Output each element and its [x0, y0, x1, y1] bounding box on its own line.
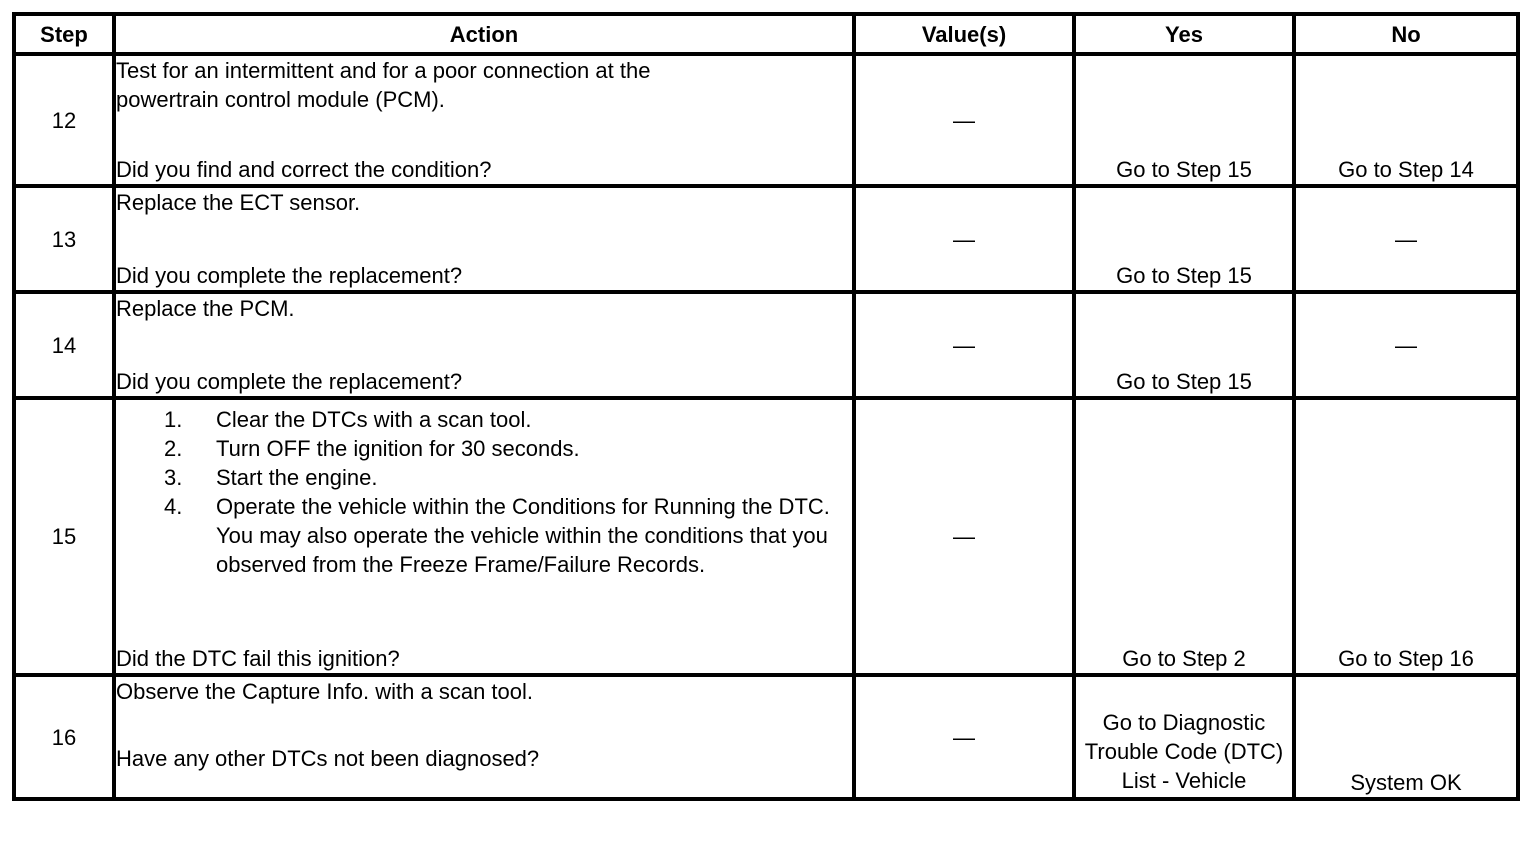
no-cell: Go to Step 16 — [1294, 398, 1518, 675]
table-row-step-16 — [14, 675, 1518, 799]
value-cell: — — [854, 54, 1074, 186]
yes-link-text: Go to Diagnostic Trouble Code (DTC) List - Vehicle — [1084, 710, 1284, 793]
list-item — [116, 405, 852, 434]
action-question: Did the DTC fail this ignition? — [116, 646, 400, 671]
action-text: Replace the ECT sensor. — [116, 190, 361, 215]
header-no: No — [1294, 14, 1518, 54]
procedure-list — [116, 405, 852, 579]
step-number: 12 — [14, 54, 114, 186]
yes-cell: Go to Step 15 — [1074, 186, 1294, 292]
step-number: 13 — [14, 186, 114, 292]
table-row-step-12 — [14, 54, 1518, 186]
action-question: Did you complete the replacement? — [116, 263, 463, 288]
value-cell: — — [854, 292, 1074, 398]
table-row-step-14 — [14, 292, 1518, 398]
no-cell: — — [1294, 186, 1518, 292]
table-row-step-13 — [14, 186, 1518, 292]
value-cell: — — [854, 186, 1074, 292]
yes-cell: Go to Step 2 — [1074, 398, 1294, 675]
action-cell — [114, 398, 854, 675]
list-item-number: 2. — [164, 436, 183, 461]
action-line: Test for an intermittent and for a poor connection at the — [116, 58, 651, 83]
action-cell — [114, 292, 854, 398]
action-cell — [114, 54, 854, 186]
no-cell: System OK — [1294, 675, 1518, 799]
value-cell: — — [854, 675, 1074, 799]
list-item-text: Start the engine. — [216, 465, 378, 490]
yes-cell — [1074, 675, 1294, 799]
list-item-text: Operate the vehicle within the Conditions for Running the DTC. You may also operate the vehicle within the conditions that you observed from the Freeze Frame/Failure Records. — [216, 494, 830, 577]
no-cell: Go to Step 14 — [1294, 54, 1518, 186]
step-number: 16 — [14, 675, 114, 799]
step-number: 14 — [14, 292, 114, 398]
list-item-number: 1. — [164, 407, 183, 432]
action-cell — [114, 675, 854, 799]
action-question: Have any other DTCs not been diagnosed? — [116, 746, 540, 771]
list-item — [116, 492, 852, 579]
list-item — [116, 434, 852, 463]
diagnostic-table — [12, 12, 1520, 801]
header-step: Step — [14, 14, 114, 54]
action-text — [116, 56, 852, 114]
action-question: Did you find and correct the condition? — [116, 157, 492, 182]
list-item — [116, 463, 852, 492]
header-row — [14, 14, 1518, 54]
list-item-number: 3. — [164, 465, 183, 490]
value-cell: — — [854, 398, 1074, 675]
yes-cell: Go to Step 15 — [1074, 54, 1294, 186]
list-item-text: Turn OFF the ignition for 30 seconds. — [216, 436, 580, 461]
action-cell — [114, 186, 854, 292]
step-number: 15 — [14, 398, 114, 675]
action-line: powertrain control module (PCM). — [116, 87, 445, 112]
no-cell: — — [1294, 292, 1518, 398]
header-action: Action — [114, 14, 854, 54]
header-values: Value(s) — [854, 14, 1074, 54]
action-text: Replace the PCM. — [116, 296, 295, 321]
table-row-step-15 — [14, 398, 1518, 675]
yes-cell: Go to Step 15 — [1074, 292, 1294, 398]
list-item-number: 4. — [164, 494, 183, 519]
list-item-text: Clear the DTCs with a scan tool. — [216, 407, 532, 432]
action-question: Did you complete the replacement? — [116, 369, 463, 394]
header-yes: Yes — [1074, 14, 1294, 54]
action-text: Observe the Capture Info. with a scan tool. — [116, 679, 534, 704]
